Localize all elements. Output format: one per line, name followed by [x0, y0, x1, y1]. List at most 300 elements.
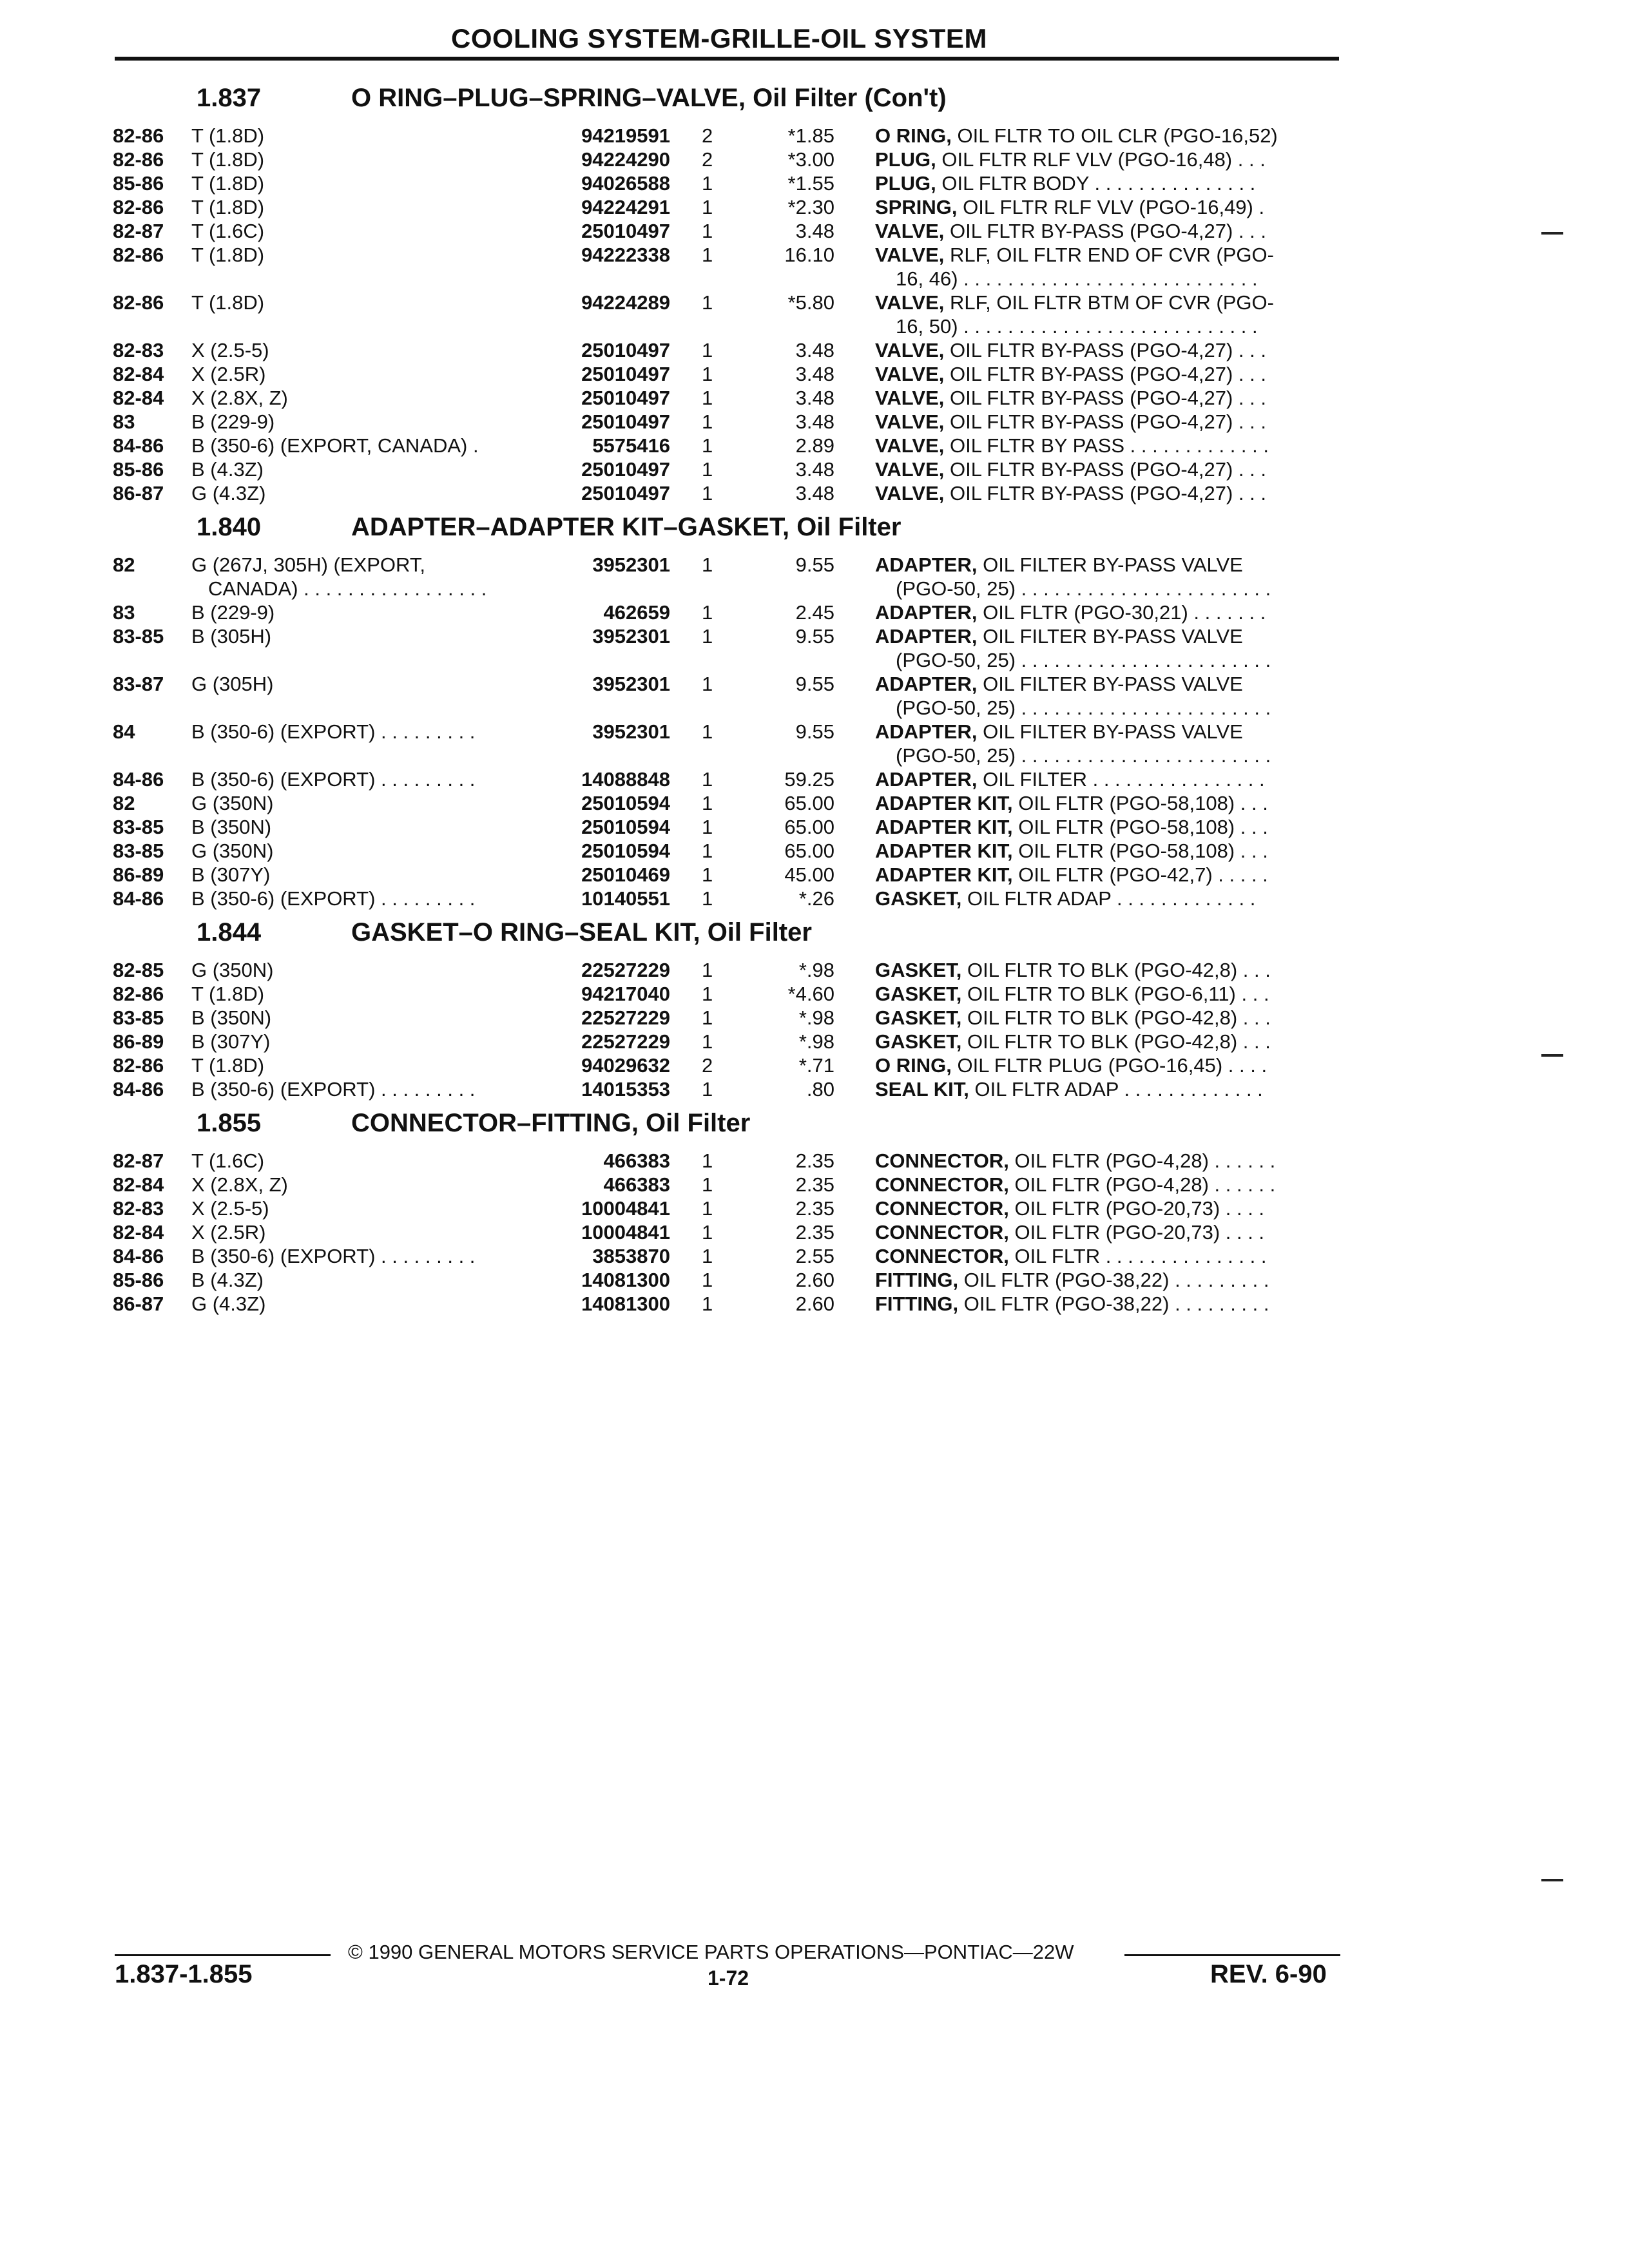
page-title: COOLING SYSTEM-GRILLE-OIL SYSTEM — [451, 23, 987, 53]
application: B (350-6) (EXPORT) . . . . . . . . . — [191, 720, 476, 743]
part-detail: OIL FLTR BY-PASS (PGO-4,27) . . . — [950, 458, 1266, 481]
model-years: 86-89 — [113, 1030, 164, 1053]
section-header — [113, 910, 1350, 958]
part-name: GASKET, — [875, 959, 962, 981]
price: 9.55 — [795, 625, 834, 648]
part-detail: OIL FLTR (PGO-4,28) . . . . . . — [1014, 1173, 1276, 1196]
part-detail: OIL FLTR BY-PASS (PGO-4,27) . . . — [950, 339, 1266, 361]
part-description — [875, 791, 1339, 815]
table-row — [113, 1173, 1350, 1196]
quantity: 1 — [702, 1078, 713, 1100]
model-years: 82-84 — [113, 387, 164, 409]
price: *4.60 — [787, 983, 834, 1005]
part-name: VALVE, — [875, 410, 945, 433]
section-header — [113, 1101, 1350, 1149]
part-detail: OIL FLTR BODY . . . . . . . . . . . . . . . — [941, 172, 1256, 195]
application: B (350N) — [191, 1006, 272, 1029]
quantity: 1 — [702, 172, 713, 195]
part-name: ADAPTER KIT, — [875, 863, 1013, 886]
price: 16.10 — [784, 244, 834, 266]
model-years: 82-83 — [113, 1197, 164, 1220]
part-number: 22527229 — [581, 1006, 670, 1029]
part-description — [875, 195, 1339, 219]
model-years: 82 — [113, 792, 135, 814]
part-description — [875, 124, 1339, 148]
application: T (1.8D) — [191, 983, 265, 1005]
quantity: 1 — [702, 553, 713, 576]
price: 65.00 — [784, 840, 834, 862]
table-row — [113, 1292, 1350, 1316]
part-number: 466383 — [603, 1149, 670, 1172]
quantity: 1 — [702, 625, 713, 648]
part-description — [875, 863, 1339, 887]
part-detail: OIL FILTER . . . . . . . . . . . . . . . . — [983, 768, 1265, 791]
price: 9.55 — [795, 720, 834, 743]
quantity: 1 — [702, 792, 713, 814]
price: *.98 — [798, 1006, 834, 1029]
model-years: 84-86 — [113, 434, 164, 457]
table-row — [113, 863, 1350, 887]
part-detail: OIL FLTR BY-PASS (PGO-4,27) . . . — [950, 220, 1266, 242]
description-continued: (PGO-50, 25) . . . . . . . . . . . . . . . . . . . . . . . — [896, 577, 1271, 600]
part-description — [875, 171, 1339, 195]
table-row — [113, 148, 1350, 171]
price: 2.45 — [795, 601, 834, 624]
part-name: CONNECTOR, — [875, 1245, 1009, 1267]
part-name: CONNECTOR, — [875, 1149, 1009, 1172]
application: X (2.8X, Z) — [191, 1173, 288, 1196]
price: 9.55 — [795, 553, 834, 576]
application: B (307Y) — [191, 1030, 271, 1053]
price: 2.55 — [795, 1245, 834, 1267]
quantity: 1 — [702, 291, 713, 314]
model-years: 83 — [113, 601, 135, 624]
part-description — [875, 887, 1339, 910]
section-title: O RING–PLUG–SPRING–VALVE, Oil Filter (Con't) — [351, 84, 947, 112]
part-number: 14088848 — [581, 768, 670, 791]
margin-tick-mark — [1541, 1054, 1563, 1057]
price: 45.00 — [784, 863, 834, 886]
part-name: ADAPTER, — [875, 720, 978, 743]
part-description — [875, 362, 1339, 386]
model-years: 84-86 — [113, 1245, 164, 1267]
table-row — [113, 195, 1350, 219]
part-detail: OIL FLTR (PGO-42,7) . . . . . — [1018, 863, 1268, 886]
part-number: 94217040 — [581, 983, 670, 1005]
part-name: VALVE, — [875, 339, 945, 361]
application: G (350N) — [191, 792, 274, 814]
part-number: 3853870 — [592, 1245, 670, 1267]
table-row — [113, 887, 1350, 910]
section-header — [113, 505, 1350, 553]
margin-tick-mark — [1541, 232, 1563, 235]
application: B (307Y) — [191, 863, 271, 886]
part-description — [875, 553, 1339, 577]
table-row — [113, 1006, 1350, 1030]
part-name: ADAPTER, — [875, 553, 978, 576]
part-description — [875, 1030, 1339, 1053]
table-row — [113, 386, 1350, 410]
title-rule — [115, 57, 1339, 61]
quantity: 1 — [702, 1293, 713, 1315]
part-detail: OIL FLTR (PGO-58,108) . . . — [1018, 840, 1268, 862]
part-number: 94224290 — [581, 148, 670, 171]
part-name: ADAPTER, — [875, 625, 978, 648]
part-number: 14081300 — [581, 1269, 670, 1291]
part-detail: OIL FLTR ADAP . . . . . . . . . . . . . — [974, 1078, 1263, 1100]
part-name: VALVE, — [875, 387, 945, 409]
price: 9.55 — [795, 673, 834, 695]
quantity: 1 — [702, 363, 713, 385]
model-years: 83-85 — [113, 840, 164, 862]
price: *2.30 — [787, 196, 834, 218]
part-number: 25010497 — [581, 220, 670, 242]
part-description — [875, 1173, 1339, 1196]
application: B (229-9) — [191, 601, 275, 624]
part-name: SEAL KIT, — [875, 1078, 969, 1100]
part-detail: OIL FILTER BY-PASS VALVE — [983, 673, 1243, 695]
part-name: CONNECTOR, — [875, 1173, 1009, 1196]
part-detail: OIL FLTR (PGO-20,73) . . . . — [1014, 1221, 1265, 1244]
application: B (350-6) (EXPORT) . . . . . . . . . — [191, 1245, 476, 1267]
part-description — [875, 291, 1339, 314]
part-name: VALVE, — [875, 482, 945, 505]
table-row — [113, 338, 1350, 362]
part-name: GASKET, — [875, 1006, 962, 1029]
price: *3.00 — [787, 148, 834, 171]
section-title: CONNECTOR–FITTING, Oil Filter — [351, 1109, 751, 1137]
application: B (229-9) — [191, 410, 275, 433]
parts-catalog — [113, 76, 1350, 1316]
part-number: 10004841 — [581, 1221, 670, 1244]
model-years: 83 — [113, 410, 135, 433]
table-row — [113, 1268, 1350, 1292]
price: 59.25 — [784, 768, 834, 791]
part-description — [875, 624, 1339, 648]
section-number: 1.837 — [197, 84, 262, 112]
margin-tick-mark — [1541, 1879, 1563, 1881]
quantity: 1 — [702, 1269, 713, 1291]
part-detail: OIL FLTR . . . . . . . . . . . . . . . — [1014, 1245, 1267, 1267]
part-detail: OIL FLTR TO BLK (PGO-42,8) . . . — [967, 1006, 1271, 1029]
part-detail: OIL FLTR TO BLK (PGO-42,8) . . . — [967, 959, 1271, 981]
application: T (1.8D) — [191, 124, 265, 147]
part-detail: OIL FLTR BY PASS . . . . . . . . . . . . . — [950, 434, 1269, 457]
description-continued: (PGO-50, 25) . . . . . . . . . . . . . . . . . . . . . . . — [896, 744, 1271, 767]
quantity: 1 — [702, 410, 713, 433]
part-detail: OIL FLTR (PGO-30,21) . . . . . . . — [983, 601, 1266, 624]
application: G (305H) — [191, 673, 274, 695]
table-row — [113, 1053, 1350, 1077]
part-detail: OIL FLTR (PGO-58,108) . . . — [1018, 816, 1268, 838]
table-row — [113, 839, 1350, 863]
part-number: 462659 — [603, 601, 670, 624]
quantity: 2 — [702, 1054, 713, 1077]
model-years: 82-86 — [113, 244, 164, 266]
price: *.71 — [798, 1054, 834, 1077]
part-number: 94224289 — [581, 291, 670, 314]
application: T (1.8D) — [191, 148, 265, 171]
description-continued: 16, 46) . . . . . . . . . . . . . . . . . . . . . . . . . . . — [896, 267, 1258, 290]
part-name: GASKET, — [875, 1030, 962, 1053]
part-name: ADAPTER KIT, — [875, 816, 1013, 838]
application: B (4.3Z) — [191, 1269, 264, 1291]
part-number: 5575416 — [592, 434, 670, 457]
quantity: 1 — [702, 768, 713, 791]
model-years: 83-87 — [113, 673, 164, 695]
table-row — [113, 1196, 1350, 1220]
model-years: 82-84 — [113, 1173, 164, 1196]
application: B (350-6) (EXPORT) . . . . . . . . . — [191, 768, 476, 791]
table-row — [113, 410, 1350, 434]
part-name: VALVE, — [875, 291, 945, 314]
part-name: GASKET, — [875, 983, 962, 1005]
table-row — [113, 982, 1350, 1006]
part-number: 25010469 — [581, 863, 670, 886]
footer-rule-right — [1124, 1954, 1340, 1956]
footer-revision: REV. 6-90 — [1210, 1960, 1327, 1988]
part-number: 22527229 — [581, 959, 670, 981]
footer-rule-left — [115, 1954, 331, 1956]
application: T (1.8D) — [191, 196, 265, 218]
table-row — [113, 624, 1350, 672]
part-name: ADAPTER, — [875, 768, 978, 791]
price: 2.60 — [795, 1269, 834, 1291]
application: T (1.8D) — [191, 172, 265, 195]
part-number: 25010497 — [581, 410, 670, 433]
model-years: 82-87 — [113, 220, 164, 242]
part-number: 466383 — [603, 1173, 670, 1196]
section-header — [113, 76, 1350, 124]
model-years: 86-87 — [113, 482, 164, 505]
quantity: 1 — [702, 601, 713, 624]
part-number: 3952301 — [592, 720, 670, 743]
quantity: 1 — [702, 840, 713, 862]
quantity: 1 — [702, 196, 713, 218]
model-years: 82 — [113, 553, 135, 576]
part-name: FITTING, — [875, 1269, 959, 1291]
part-description — [875, 386, 1339, 410]
part-number: 94029632 — [581, 1054, 670, 1077]
model-years: 86-89 — [113, 863, 164, 886]
part-detail: OIL FLTR RLF VLV (PGO-16,49) . — [963, 196, 1265, 218]
table-row — [113, 219, 1350, 243]
part-description — [875, 338, 1339, 362]
part-description — [875, 720, 1339, 744]
table-row — [113, 124, 1350, 148]
table-row — [113, 291, 1350, 338]
application: G (4.3Z) — [191, 482, 266, 505]
part-description — [875, 219, 1339, 243]
table-row — [113, 672, 1350, 720]
price: 3.48 — [795, 363, 834, 385]
part-number: 94222338 — [581, 244, 670, 266]
quantity: 1 — [702, 959, 713, 981]
application: X (2.5R) — [191, 1221, 266, 1244]
part-number: 25010497 — [581, 339, 670, 361]
section-title: ADAPTER–ADAPTER KIT–GASKET, Oil Filter — [351, 513, 901, 541]
application: G (267J, 305H) (EXPORT, — [191, 553, 425, 576]
table-row — [113, 1077, 1350, 1101]
price: *5.80 — [787, 291, 834, 314]
part-name: ADAPTER, — [875, 673, 978, 695]
part-detail: OIL FLTR BY-PASS (PGO-4,27) . . . — [950, 410, 1266, 433]
price: *1.55 — [787, 172, 834, 195]
part-description — [875, 434, 1339, 457]
part-description — [875, 1196, 1339, 1220]
table-row — [113, 791, 1350, 815]
application: X (2.5R) — [191, 363, 266, 385]
part-detail: OIL FLTR RLF VLV (PGO-16,48) . . . — [941, 148, 1266, 171]
part-number: 25010497 — [581, 458, 670, 481]
quantity: 1 — [702, 673, 713, 695]
table-row — [113, 720, 1350, 767]
application: T (1.6C) — [191, 220, 265, 242]
section-number: 1.840 — [197, 513, 262, 541]
quantity: 1 — [702, 816, 713, 838]
model-years: 85-86 — [113, 458, 164, 481]
model-years: 85-86 — [113, 172, 164, 195]
part-number: 25010497 — [581, 363, 670, 385]
section-number: 1.855 — [197, 1109, 262, 1137]
model-years: 83-85 — [113, 625, 164, 648]
part-name: ADAPTER KIT, — [875, 792, 1013, 814]
model-years: 83-85 — [113, 816, 164, 838]
price: 3.48 — [795, 387, 834, 409]
price: 2.35 — [795, 1221, 834, 1244]
part-detail: OIL FLTR BY-PASS (PGO-4,27) . . . — [950, 482, 1266, 505]
price: 2.35 — [795, 1149, 834, 1172]
part-description — [875, 481, 1339, 505]
part-detail: RLF, OIL FLTR BTM OF CVR (PGO- — [950, 291, 1274, 314]
application: B (350-6) (EXPORT, CANADA) . — [191, 434, 479, 457]
table-row — [113, 362, 1350, 386]
model-years: 84 — [113, 720, 135, 743]
part-description — [875, 982, 1339, 1006]
model-years: 82-84 — [113, 1221, 164, 1244]
quantity: 1 — [702, 1006, 713, 1029]
part-number: 14081300 — [581, 1293, 670, 1315]
part-number: 25010594 — [581, 792, 670, 814]
quantity: 1 — [702, 1030, 713, 1053]
application: B (305H) — [191, 625, 272, 648]
quantity: 1 — [702, 387, 713, 409]
part-number: 3952301 — [592, 673, 670, 695]
part-name: VALVE, — [875, 458, 945, 481]
table-row — [113, 1220, 1350, 1244]
application: X (2.5-5) — [191, 339, 269, 361]
model-years: 82-86 — [113, 983, 164, 1005]
part-detail: OIL FLTR (PGO-4,28) . . . . . . — [1014, 1149, 1276, 1172]
table-row — [113, 1244, 1350, 1268]
part-detail: OIL FILTER BY-PASS VALVE — [983, 625, 1243, 648]
part-detail: RLF, OIL FLTR END OF CVR (PGO- — [950, 244, 1274, 266]
model-years: 82-86 — [113, 196, 164, 218]
price: 3.48 — [795, 339, 834, 361]
part-number: 94026588 — [581, 172, 670, 195]
application: B (350-6) (EXPORT) . . . . . . . . . — [191, 1078, 476, 1100]
price: *.98 — [798, 959, 834, 981]
table-row — [113, 553, 1350, 601]
part-description — [875, 1220, 1339, 1244]
description-continued: (PGO-50, 25) . . . . . . . . . . . . . . . . . . . . . . . — [896, 697, 1271, 719]
price: 2.35 — [795, 1197, 834, 1220]
model-years: 83-85 — [113, 1006, 164, 1029]
model-years: 82-85 — [113, 959, 164, 981]
part-description — [875, 1077, 1339, 1101]
part-name: O RING, — [875, 1054, 952, 1077]
part-description — [875, 672, 1339, 696]
application: T (1.8D) — [191, 1054, 265, 1077]
table-row — [113, 958, 1350, 982]
part-number: 3952301 — [592, 553, 670, 576]
part-detail: OIL FLTR (PGO-38,22) . . . . . . . . . — [963, 1269, 1269, 1291]
price: 3.48 — [795, 220, 834, 242]
part-number: 10004841 — [581, 1197, 670, 1220]
part-description — [875, 1006, 1339, 1030]
quantity: 1 — [702, 983, 713, 1005]
part-detail: OIL FLTR TO OIL CLR (PGO-16,52) — [957, 124, 1278, 147]
part-description — [875, 958, 1339, 982]
application: B (350N) — [191, 816, 272, 838]
model-years: 82-86 — [113, 291, 164, 314]
part-name: FITTING, — [875, 1293, 959, 1315]
part-number: 94219591 — [581, 124, 670, 147]
application: T (1.8D) — [191, 244, 265, 266]
part-description — [875, 457, 1339, 481]
part-detail: OIL FLTR ADAP . . . . . . . . . . . . . — [967, 887, 1256, 910]
part-number: 25010497 — [581, 482, 670, 505]
part-detail: OIL FLTR (PGO-38,22) . . . . . . . . . — [963, 1293, 1269, 1315]
table-row — [113, 767, 1350, 791]
part-name: GASKET, — [875, 887, 962, 910]
price: .80 — [806, 1078, 834, 1100]
model-years: 86-87 — [113, 1293, 164, 1315]
part-number: 25010594 — [581, 816, 670, 838]
application: T (1.6C) — [191, 1149, 265, 1172]
quantity: 1 — [702, 220, 713, 242]
part-name: VALVE, — [875, 434, 945, 457]
application: T (1.8D) — [191, 291, 265, 314]
quantity: 1 — [702, 720, 713, 743]
part-description — [875, 815, 1339, 839]
model-years: 84-86 — [113, 768, 164, 791]
part-detail: OIL FLTR BY-PASS (PGO-4,27) . . . — [950, 363, 1266, 385]
part-description — [875, 243, 1339, 267]
quantity: 1 — [702, 339, 713, 361]
part-name: ADAPTER KIT, — [875, 840, 1013, 862]
model-years: 82-86 — [113, 1054, 164, 1077]
part-number: 94224291 — [581, 196, 670, 218]
quantity: 1 — [702, 863, 713, 886]
part-description — [875, 1268, 1339, 1292]
part-description — [875, 839, 1339, 863]
footer-copyright: © 1990 GENERAL MOTORS SERVICE PARTS OPERATIONS—PONTIAC—22W — [348, 1941, 1074, 1963]
part-name: VALVE, — [875, 244, 945, 266]
table-row — [113, 1030, 1350, 1053]
quantity: 1 — [702, 887, 713, 910]
model-years: 82-83 — [113, 339, 164, 361]
application: G (4.3Z) — [191, 1293, 266, 1315]
application: X (2.8X, Z) — [191, 387, 288, 409]
price: 3.48 — [795, 458, 834, 481]
part-name: CONNECTOR, — [875, 1221, 1009, 1244]
quantity: 2 — [702, 124, 713, 147]
model-years: 82-86 — [113, 124, 164, 147]
part-detail: OIL FLTR PLUG (PGO-16,45) . . . . — [957, 1054, 1268, 1077]
part-description — [875, 1149, 1339, 1173]
model-years: 82-84 — [113, 363, 164, 385]
